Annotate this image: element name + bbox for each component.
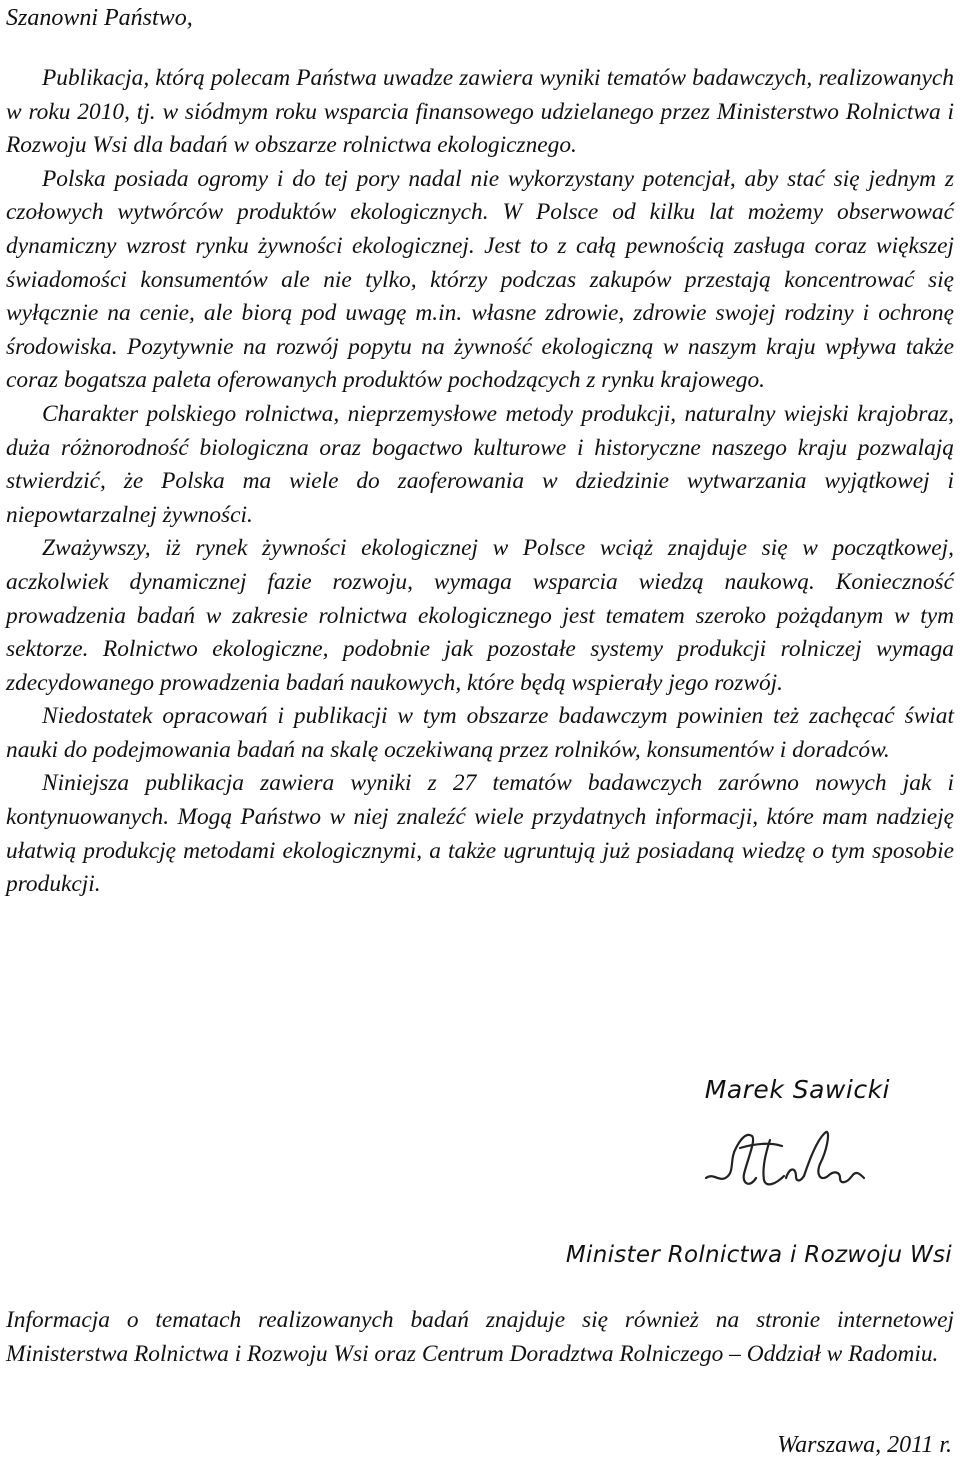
letter-body bbox=[6, 62, 954, 902]
paragraph-2: Polska posiada ogromy i do tej pory nadal nie wykorzystany potencjał, aby stać się jednym z czołowych wytwórców produktów ekologicznych. W Polsce od kilku lat możemy obserwować dynamiczny wzrost rynku żywności ekologicznej. Jest to z całą pewnością zasługa coraz większej świadomości konsumentów ale nie tylko, którzy podczas zakupów przestają koncentrować się wyłącznie na cenie, ale biorą pod uwagę m.in. własne zdrowie, zdrowie swojej rodziny i ochronę środowiska. Pozytywnie na rozwój popytu na żywność ekologiczną w naszym kraju wpływa także coraz bogatsza paleta oferowanych produktów pochodzących z rynku krajowego. bbox=[6, 165, 954, 394]
paragraph-6: Niniejsza publikacja zawiera wyniki z 27 tematów badawczych zarówno nowych jak i kontynuowanych. Mogą Państwo w niej znaleźć wiele przydatnych informacji, które mam nadzieję ułatwią produkcję metodami ekologicznymi, a także ugruntują już posiadaną wiedzę o tym sposobie produkcji. bbox=[6, 770, 954, 898]
paragraph-1: Publikacja, którą polecam Państwa uwadze zawiera wyniki tematów badawczych, realizowanych w roku 2010, tj. w siódmym roku wsparcia finansowego udzielanego przez Ministerstwo Rolnictwa i Rozwoju Wsi dla badań w obszarze rolnictwa ekologicznego. bbox=[6, 65, 954, 159]
paragraph-5: Niedostatek opracowań i publikacji w tym obszarze badawczym powinien też zachęcać świat nauki do podejmowania badań na skalę oczekiwaną przez rolników, konsumentów i doradców. bbox=[6, 703, 954, 763]
handwritten-signature bbox=[700, 1118, 870, 1208]
paragraph-4: Zważywszy, iż rynek żywności ekologicznej w Polsce wciąż znajduje się w początkowej, aczkolwiek dynamicznej fazie rozwoju, wymaga wsparcia wiedzą naukową. Konieczność prowadzenia badań w zakresie rolnictwa ekologicznego jest tematem szeroko pożądanym w tym sektorze. Rolnictwo ekologiczne, podobnie jak pozostałe systemy produkcji rolniczej wymaga zdecydowanego prowadzenia badań naukowych, które będą wspierały jego rozwój. bbox=[6, 535, 954, 696]
info-note: Informacja o tematach realizowanych badań znajduje się również na stronie internetowej Ministerstwa Rolnictwa i Rozwoju Wsi oraz Centrum Doradztwa Rolniczego – Oddział w Radomiu. bbox=[6, 1307, 954, 1367]
author-title: Minister Rolnictwa i Rozwoju Wsi bbox=[565, 1242, 952, 1268]
author-name: Marek Sawicki bbox=[704, 1075, 890, 1104]
place-date: Warszawa, 2011 r. bbox=[777, 1432, 952, 1458]
paragraph-3: Charakter polskiego rolnictwa, nieprzemysłowe metody produkcji, naturalny wiejski krajobraz, duża różnorodność biologiczna oraz bogactwo kulturowe i historyczne naszego kraju pozwalają stwierdzić, że Polska ma wiele do zaoferowania w dziedzinie wytwarzania wyjątkowej i niepowtarzalnej żywności. bbox=[6, 400, 954, 528]
greeting: Szanowni Państwo, bbox=[6, 5, 193, 31]
